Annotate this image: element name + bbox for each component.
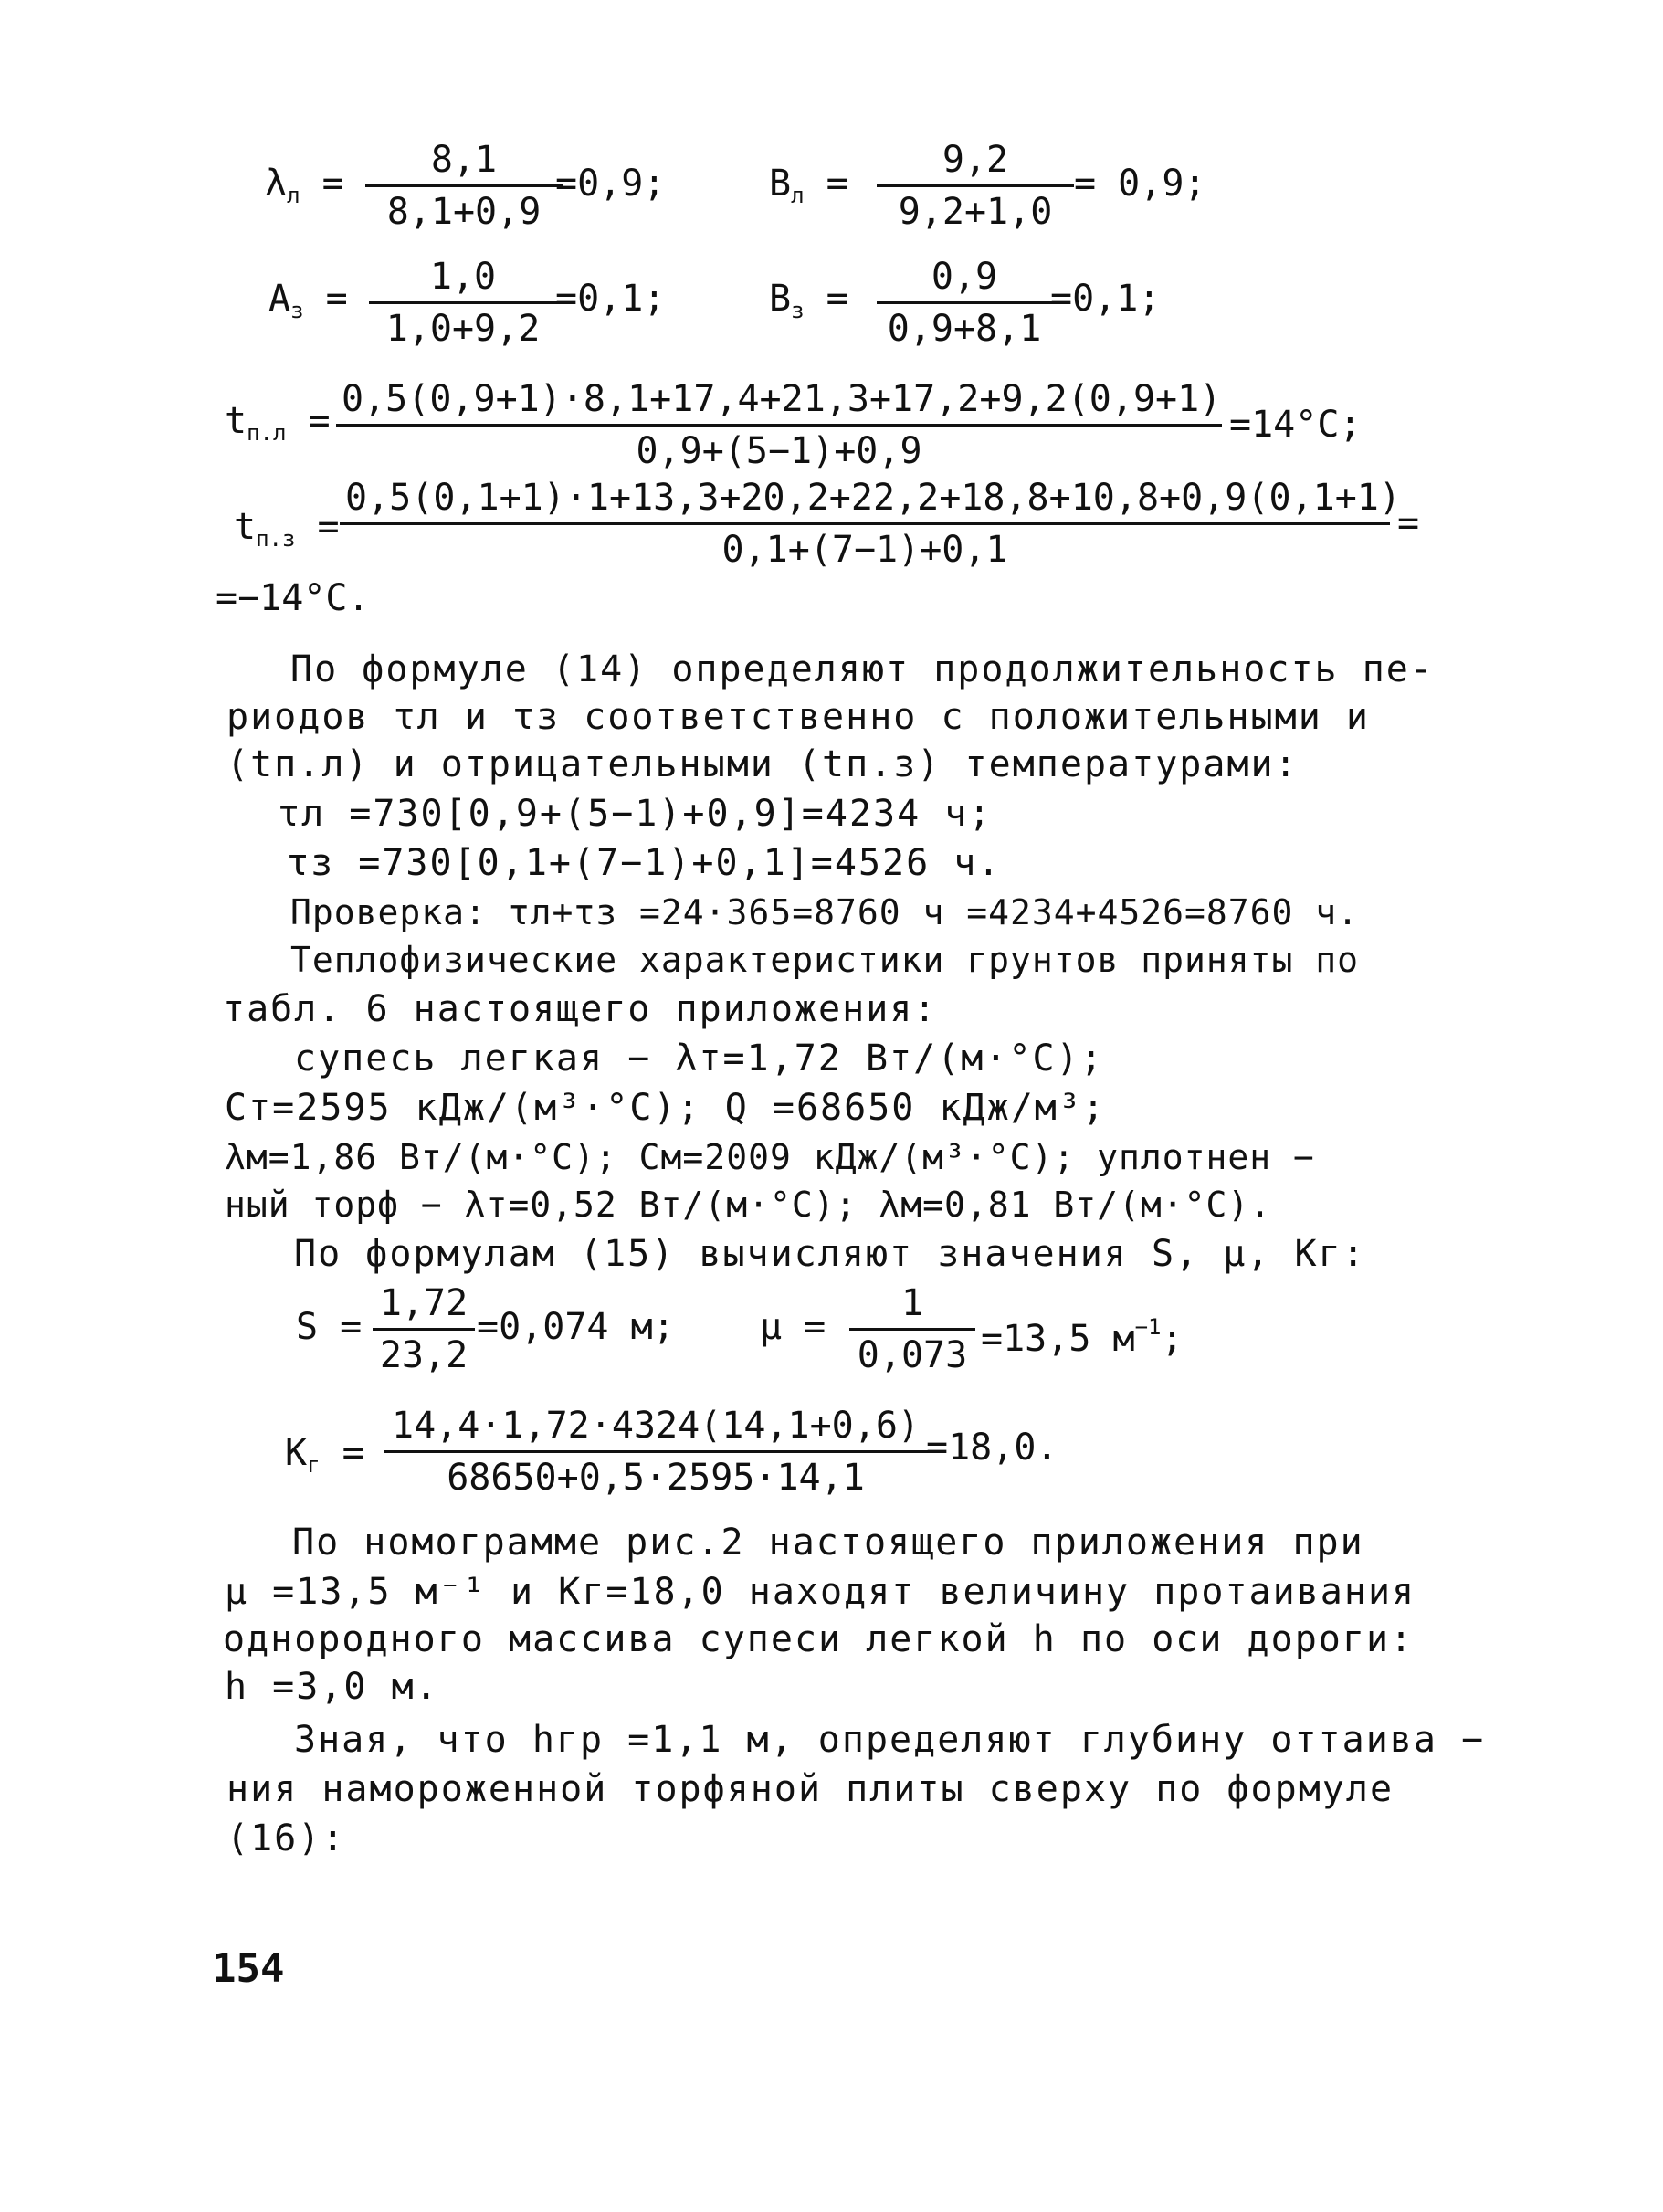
t-pz-result: = xyxy=(1397,502,1420,544)
alpha-z-result: =0,1; xyxy=(555,278,666,320)
s-fraction: $\frac{1,72}{23,2}$ xyxy=(373,1280,475,1378)
paragraph-2-line-3: супесь легкая − λт=1,72 Вт/(м·°С); xyxy=(294,1038,1104,1080)
kr-fraction: $\frac{14,4\cdot 1,72\cdot 4324(14,1+0,6)}{68650+0,5\cdot 2595\cdot 14,1}$ xyxy=(384,1403,928,1501)
check-line: Проверка: τл+τз =24·365=8760 ч =4234+4526=8760 ч. xyxy=(290,892,1360,932)
mu-fraction: $\frac{1}{0,073}$ xyxy=(849,1280,975,1378)
beta-l-lhs: $B_л$ = xyxy=(769,163,848,208)
paragraph-2-line-6: ный торф − λт=0,52 Вт/(м·°С); λм=0,81 Вт/(м·°С). xyxy=(225,1185,1272,1225)
beta-z-result: =0,1; xyxy=(1050,278,1161,320)
paragraph-5-line-1: Зная, что hгр =1,1 м, определяют глубину оттаива − xyxy=(294,1719,1486,1761)
paragraph-4-line-3: однородного массива супеси легкой h по оси дороги: xyxy=(223,1618,1415,1660)
paragraph-1-line-1: По формуле (14) определяют продолжительность пе- xyxy=(290,648,1434,690)
alpha-z-lhs: $A_з$ = xyxy=(268,278,348,323)
paragraph-3-line-1: По формулам (15) вычисляют значения S, μ, Kг: xyxy=(294,1233,1366,1275)
paragraph-2-line-5: λм=1,86 Вт/(м·°С); Cм=2009 кДж/(м³·°С); уплотнен − xyxy=(225,1137,1315,1177)
alpha-l-fraction: $\frac{8,1}{8,1+0,9}$ xyxy=(365,137,563,235)
tau-l-equation: τл =730[0,9+(5−1)+0,9]=4234 ч; xyxy=(278,793,993,835)
paragraph-5-line-2: ния намороженной торфяной плиты сверху по формуле xyxy=(226,1768,1395,1810)
tau-z-equation: τз =730[0,1+(7−1)+0,1]=4526 ч. xyxy=(287,842,1002,884)
t-pl-fraction: $\frac{0,5(0,9+1)\cdot 8,1+17,4+21,3+17,2+9,2(0,9+1)}{0,9+(5-1)+0,9}$ xyxy=(336,376,1222,474)
kr-lhs: $K_г$ = xyxy=(285,1432,364,1478)
paragraph-4-line-1: По номограмме рис.2 настоящего приложения при xyxy=(292,1522,1364,1564)
beta-z-lhs: $B_з$ = xyxy=(769,278,848,323)
beta-l-result: = 0,9; xyxy=(1074,163,1206,205)
paragraph-2-line-1: Теплофизические характеристики грунтов приняты по xyxy=(290,940,1360,980)
paragraph-5-line-3: (16): xyxy=(226,1817,346,1859)
paragraph-2-line-4: Cт=2595 кДж/(м³·°С); Q =68650 кДж/м³; xyxy=(225,1087,1107,1129)
paragraph-4-line-4: h =3,0 м. xyxy=(225,1666,439,1708)
beta-z-fraction: $\frac{0,9}{0,9+8,1}$ xyxy=(877,254,1052,352)
t-pz-lhs: $t_{п.з}$ = xyxy=(234,506,340,552)
s-result: =0,074 м; xyxy=(477,1306,675,1348)
paragraph-2-line-2: табл. 6 настоящего приложения: xyxy=(223,988,938,1030)
paragraph-1-line-3: (tп.л) и отрицательными (tп.з) температурами: xyxy=(226,743,1299,785)
alpha-l-lhs: $\lambda_л$ = xyxy=(265,163,344,208)
mu-result: =13,5 $м^{-1}$; xyxy=(981,1314,1184,1360)
t-pz-fraction: $\frac{0,5(0,1+1)\cdot 1+13,3+20,2+22,2+18,8+10,8+0,9(0,1+1)}{0,1+(7-1)+0,1}$ xyxy=(340,475,1390,573)
paragraph-4-line-2: μ =13,5 м⁻¹ и Kг=18,0 находят величину протаивания xyxy=(225,1571,1416,1613)
alpha-z-fraction: $\frac{1,0}{1,0+9,2}$ xyxy=(369,254,557,352)
mu-lhs: μ = xyxy=(760,1306,826,1348)
t-pz-continuation: =−14°C. xyxy=(216,577,370,619)
beta-l-fraction: $\frac{9,2}{9,2+1,0}$ xyxy=(877,137,1074,235)
t-pl-result: =14°C; xyxy=(1229,404,1362,446)
s-lhs: S = xyxy=(296,1306,363,1348)
page-number: 154 xyxy=(212,1945,285,1992)
paragraph-1-line-2: риодов τл и τз соответственно с положительными и xyxy=(226,696,1370,738)
t-pl-lhs: $t_{п.л}$ = xyxy=(225,400,331,446)
kr-result: =18,0. xyxy=(926,1427,1058,1469)
alpha-l-result: =0,9; xyxy=(555,163,666,205)
